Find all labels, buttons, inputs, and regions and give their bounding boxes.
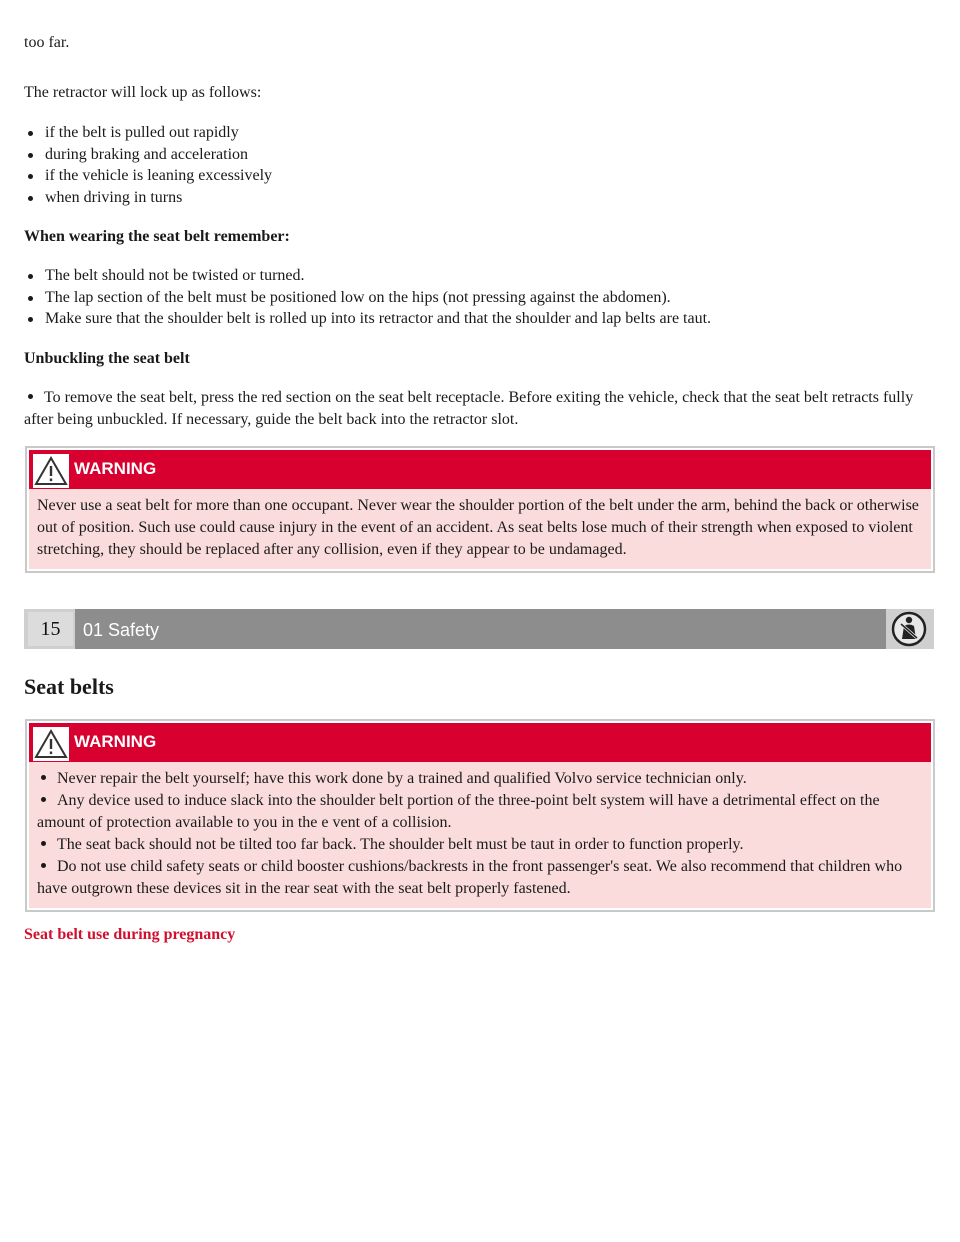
warning-text: Never use a seat belt for more than one occupant. Never wear the shoulder portion of the belt under the arm, behind the back or otherwise out of position. Such use could cause injury in the event of an accident. As seat belts lose much of their strength when exposed to violent stretching, they should be replaced after any collision, even if they appear to be undamaged.: [29, 489, 931, 569]
list-item: if the belt is pulled out rapidly: [24, 122, 272, 144]
unbuckle-paragraph: [24, 387, 924, 431]
warning-box: [25, 719, 935, 912]
continued-text: too far.: [24, 34, 70, 51]
bullet-dot: [41, 775, 46, 780]
list-item-text: Any device used to induce slack into the shoulder belt portion of the three-point belt system will have a detrimental effect on the amount of protection available to you in the e vent of a collision.: [37, 792, 880, 831]
list-item-text: The seat back should not be tilted too far back. The shoulder belt must be taut in order to function properly.: [57, 836, 744, 853]
bullet-dot: [41, 863, 46, 868]
remember-heading: When wearing the seat belt remember:: [24, 228, 290, 245]
warning-header: [29, 450, 931, 489]
list-item: when driving in turns: [24, 187, 272, 209]
retractor-list: [24, 122, 272, 208]
section-label: 01 Safety: [75, 609, 886, 649]
bullet-dot: [41, 797, 46, 802]
list-item: if the vehicle is leaning excessively: [24, 165, 272, 187]
warning-triangle-icon: [33, 727, 69, 761]
warning-title: WARNING: [74, 732, 157, 751]
page-title: Seat belts: [24, 674, 114, 699]
unbuckle-heading: Unbuckling the seat belt: [24, 350, 190, 367]
retractor-intro: The retractor will lock up as follows:: [24, 84, 262, 101]
list-item: [37, 768, 923, 790]
list-item: during braking and acceleration: [24, 144, 272, 166]
list-item: The lap section of the belt must be positioned low on the hips (not pressing against the abdomen).: [24, 287, 711, 309]
bullet-dot: [28, 394, 33, 399]
section-header-bar: [24, 609, 934, 649]
list-item: The belt should not be twisted or turned.: [24, 265, 711, 287]
list-item: [37, 790, 923, 834]
warning-list: [29, 762, 931, 908]
list-item: [37, 834, 923, 856]
list-item: [37, 856, 923, 900]
warning-triangle-icon: [33, 454, 69, 488]
seat-belt-icon: [890, 611, 928, 647]
pregnancy-link[interactable]: Seat belt use during pregnancy: [24, 926, 236, 943]
warning-title: WARNING: [74, 459, 157, 478]
bullet-dot: [41, 841, 46, 846]
remember-list: [24, 265, 711, 330]
warning-header: [29, 723, 931, 762]
list-item-text: Never repair the belt yourself; have this work done by a trained and qualified Volvo service technician only.: [57, 770, 747, 787]
list-item-text: Do not use child safety seats or child booster cushions/backrests in the front passenger's seat. We also recommend that children who have outgrown these devices sit in the rear seat with the seat belt properly fastened.: [37, 858, 903, 897]
unbuckle-text: To remove the seat belt, press the red section on the seat belt receptacle. Before exiting the vehicle, check that the seat belt retracts fully after being unbuckled. If necessary, guide the belt back into the retractor slot.: [24, 389, 914, 428]
warning-box: [25, 446, 935, 573]
page-number: 15: [28, 612, 73, 646]
list-item: Make sure that the shoulder belt is rolled up into its retractor and that the shoulder and lap belts are taut.: [24, 308, 711, 330]
